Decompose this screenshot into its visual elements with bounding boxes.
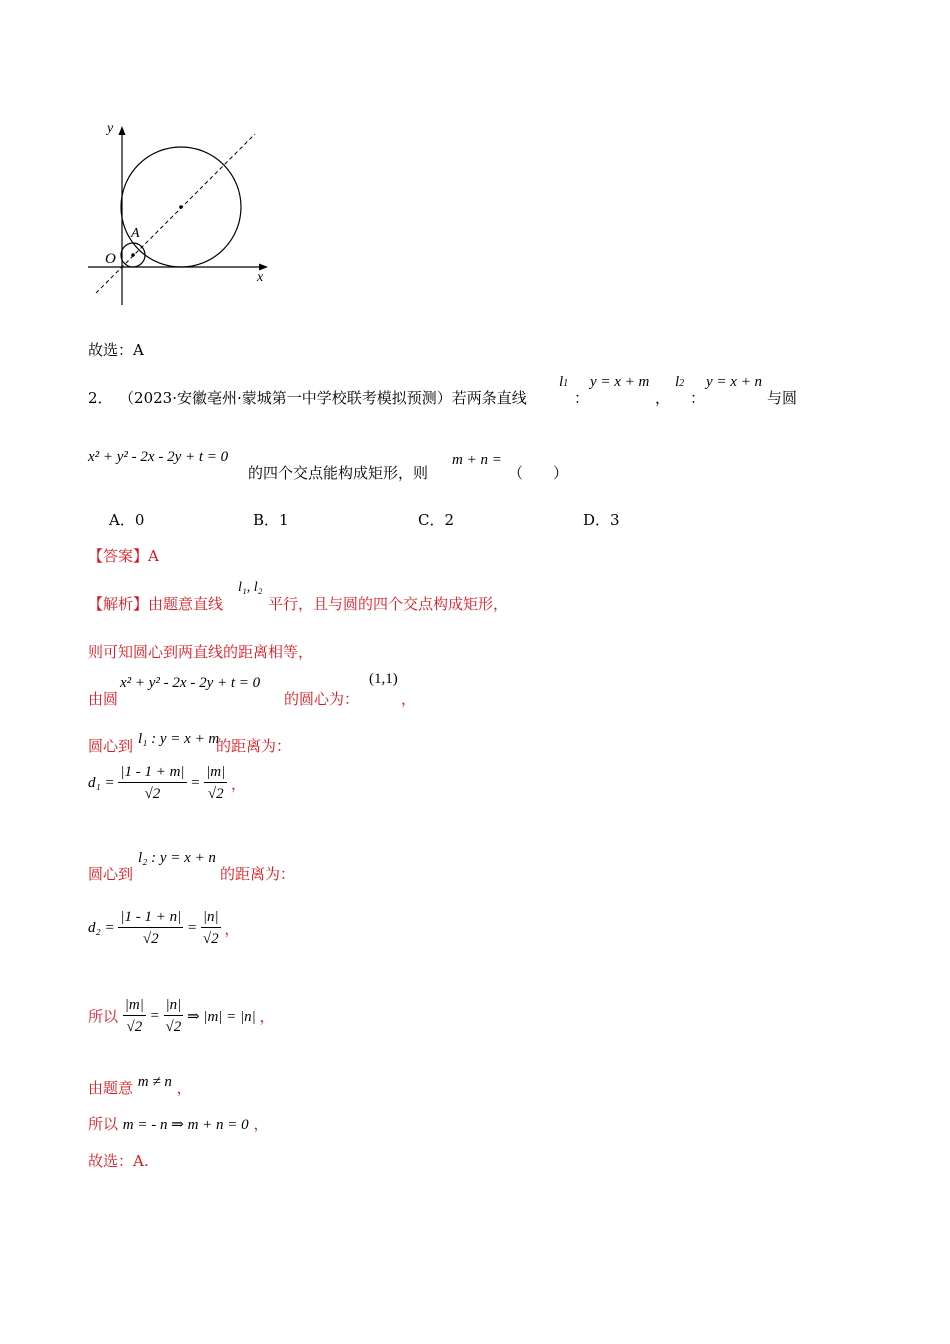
small-circle-center bbox=[131, 253, 135, 257]
analysis-line-1: 【解析】由题意直线 bbox=[88, 595, 224, 613]
line-l1-equation: y = x + m bbox=[590, 374, 650, 390]
comma-1: ， bbox=[655, 389, 671, 407]
question-line-1 bbox=[88, 387, 527, 408]
d2-fraction-2: $\frac{|n|}{√2}$ bbox=[202, 909, 219, 947]
question-line-2: 的四个交点能构成矩形，则 bbox=[248, 464, 429, 482]
y-axis-arrow bbox=[119, 126, 126, 135]
analysis-tag: 【解析】 bbox=[88, 595, 149, 613]
x-axis-label: x bbox=[257, 270, 264, 285]
dashed-line bbox=[96, 134, 255, 293]
d2-formula: d₂ = $\frac{|1 - 1 + n|}{√2}$ = $\frac{|n|}{√2}$ ， bbox=[88, 907, 239, 950]
analysis-line-4-b: 的距离为： bbox=[216, 737, 292, 755]
option-c: C．2 bbox=[418, 511, 455, 529]
condition-line: 由题意 m ≠ n ， bbox=[88, 1074, 192, 1097]
analysis-line-5-a: 圆心到 bbox=[88, 865, 134, 883]
question-number: 2． bbox=[88, 389, 113, 407]
line-l2-symbol: l2 bbox=[675, 374, 685, 390]
answer-blank: （ ） bbox=[508, 464, 569, 482]
ask-expression: m + n = bbox=[452, 452, 502, 468]
circle-center-coord: (1,1) bbox=[369, 671, 398, 687]
answer-line bbox=[88, 545, 159, 566]
point-a-label: A bbox=[131, 226, 140, 241]
d1-fraction-1: $\frac{|1 - 1 + m|}{√2}$ bbox=[120, 764, 185, 802]
analysis-lines-symbols: l₁, l₂ bbox=[238, 580, 263, 595]
so1-fraction-1: $\frac{|m|}{√2}$ bbox=[124, 997, 144, 1035]
question-tail: 与圆 bbox=[767, 389, 798, 407]
line-l2-equation: y = x + n bbox=[706, 374, 763, 390]
analysis-line-3-c: ， bbox=[401, 690, 417, 708]
so1-formula: 所以 $\frac{|m|}{√2}$ = $\frac{|n|}{√2}$ ⇒ |m| = |n| ， bbox=[88, 995, 275, 1038]
analysis-line-2: 则可知圆心到两直线的距离相等， bbox=[88, 643, 314, 661]
line-l1-symbol: l1 bbox=[559, 374, 569, 390]
line-l2-definition: l₂ : y = x + n bbox=[138, 850, 216, 866]
circle-equation: x² + y² - 2x - 2y + t = 0 bbox=[88, 449, 229, 465]
circle-diagram bbox=[80, 110, 280, 310]
option-d: D．3 bbox=[583, 511, 620, 529]
final-answer: 故选：A. bbox=[88, 1152, 149, 1170]
y-axis-label: y bbox=[107, 121, 114, 136]
answer-tag: 【答案】 bbox=[88, 547, 149, 565]
large-circle-center bbox=[179, 205, 183, 209]
question-source: （2023·安徽亳州·蒙城第一中学校联考模拟预测）若两条直线 bbox=[126, 389, 527, 407]
colon-2: ： bbox=[690, 389, 706, 407]
analysis-line-4-a: 圆心到 bbox=[88, 737, 134, 755]
d1-fraction-2: $\frac{|m|}{√2}$ bbox=[206, 764, 226, 802]
d2-fraction-1: $\frac{|1 - 1 + n|}{√2}$ bbox=[120, 909, 182, 947]
option-b: B．1 bbox=[253, 511, 289, 529]
analysis-line-3-b: 的圆心为： bbox=[284, 690, 360, 708]
analysis-line-3-a: 由圆 bbox=[88, 690, 119, 708]
origin-label: O bbox=[105, 251, 116, 267]
colon-1: ： bbox=[574, 389, 590, 407]
analysis-line-1-tail: 平行，且与圆的四个交点构成矩形， bbox=[268, 595, 509, 613]
d1-formula: d₁ = $\frac{|1 - 1 + m|}{√2}$ = $\frac{|m|}{√2}$ ， bbox=[88, 762, 246, 805]
option-a: A．0 bbox=[109, 511, 145, 529]
so2-line: 所以 m = - n ⇒ m + n = 0 ， bbox=[88, 1115, 269, 1133]
analysis-line-5-b: 的距离为： bbox=[220, 865, 296, 883]
answer-value: A bbox=[148, 547, 159, 565]
prev-solution-text: 故选：A bbox=[88, 341, 144, 359]
analysis-circle-equation: x² + y² - 2x - 2y + t = 0 bbox=[120, 675, 261, 691]
so1-fraction-2: $\frac{|n|}{√2}$ bbox=[165, 997, 182, 1035]
line-l1-definition: l₁ : y = x + m bbox=[138, 731, 220, 747]
